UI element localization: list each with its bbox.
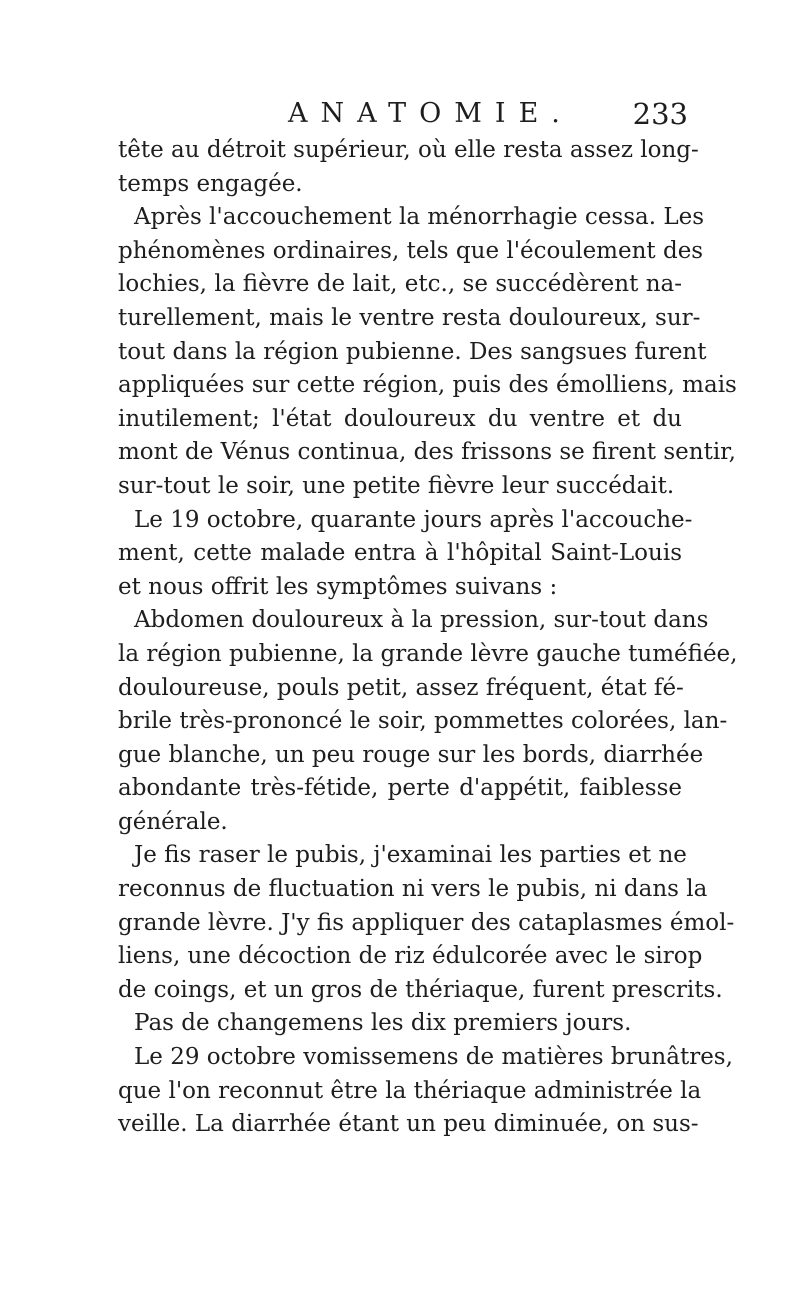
text-line: brile très-prononcé le soir, pommettes colorées, lan- [118, 708, 728, 735]
text-line: tout dans la région pubienne. Des sangsues furent [118, 338, 707, 365]
text-line: et nous offrit les symptômes suivans : [118, 573, 558, 600]
text-line: gue blanche, un peu rouge sur les bords, diarrhée [118, 741, 704, 768]
page-number: 233 [632, 97, 688, 131]
text-line: Après l'accouchement la ménorrhagie cessa. Les [134, 204, 705, 231]
text-line: lochies, la fièvre de lait, etc., se succédèrent na- [118, 271, 682, 298]
text-line: phénomènes ordinaires, tels que l'écoulement des [118, 237, 704, 264]
text-line: douloureuse, pouls petit, assez fréquent, état fé- [118, 674, 684, 701]
text-line: la région pubienne, la grande lèvre gauche tuméfiée, [118, 640, 738, 667]
text-line: que l'on reconnut être la thériaque administrée la [118, 1077, 702, 1104]
text-line: générale. [118, 808, 228, 835]
text-line: Je fis raser le pubis, j'examinai les parties et ne [134, 842, 687, 869]
text-line: mont de Vénus continua, des frissons se firent sentir, [118, 439, 736, 466]
text-line: turellement, mais le ventre resta douloureux, sur- [118, 304, 701, 331]
text-line: veille. La diarrhée étant un peu diminuée, on sus- [118, 1111, 699, 1138]
text-line: liens, une décoction de riz édulcorée avec le sirop [118, 943, 703, 970]
text-line: temps engagée. [118, 170, 303, 197]
text-line: grande lèvre. J'y fis appliquer des cataplasmes émol- [118, 909, 735, 936]
text-line: abondante très-fétide, perte d'appétit, faiblesse [118, 775, 682, 802]
text-line: reconnus de fluctuation ni vers le pubis, ni dans la [118, 876, 708, 903]
text-line: Le 29 octobre vomissemens de matières brunâtres, [134, 1044, 733, 1071]
body-text [118, 134, 738, 1142]
text-line: appliquées sur cette région, puis des émolliens, mais [118, 372, 737, 399]
text-line: de coings, et un gros de thériaque, furent prescrits. [118, 976, 723, 1003]
text-line: Abdomen douloureux à la pression, sur-tout dans [134, 607, 709, 634]
text-line: Pas de changemens les dix premiers jours. [134, 1010, 632, 1037]
text-line: inutilement; l'état douloureux du ventre et du [118, 405, 682, 432]
running-title: ANATOMIE. [288, 98, 573, 129]
text-line: ment, cette malade entra à l'hôpital Saint-Louis [118, 540, 682, 567]
text-line: tête au détroit supérieur, où elle resta assez long- [118, 137, 699, 163]
text-line: Le 19 octobre, quarante jours après l'accouche- [134, 506, 693, 533]
text-line: sur-tout le soir, une petite fièvre leur succédait. [118, 472, 675, 499]
running-head [118, 94, 688, 134]
